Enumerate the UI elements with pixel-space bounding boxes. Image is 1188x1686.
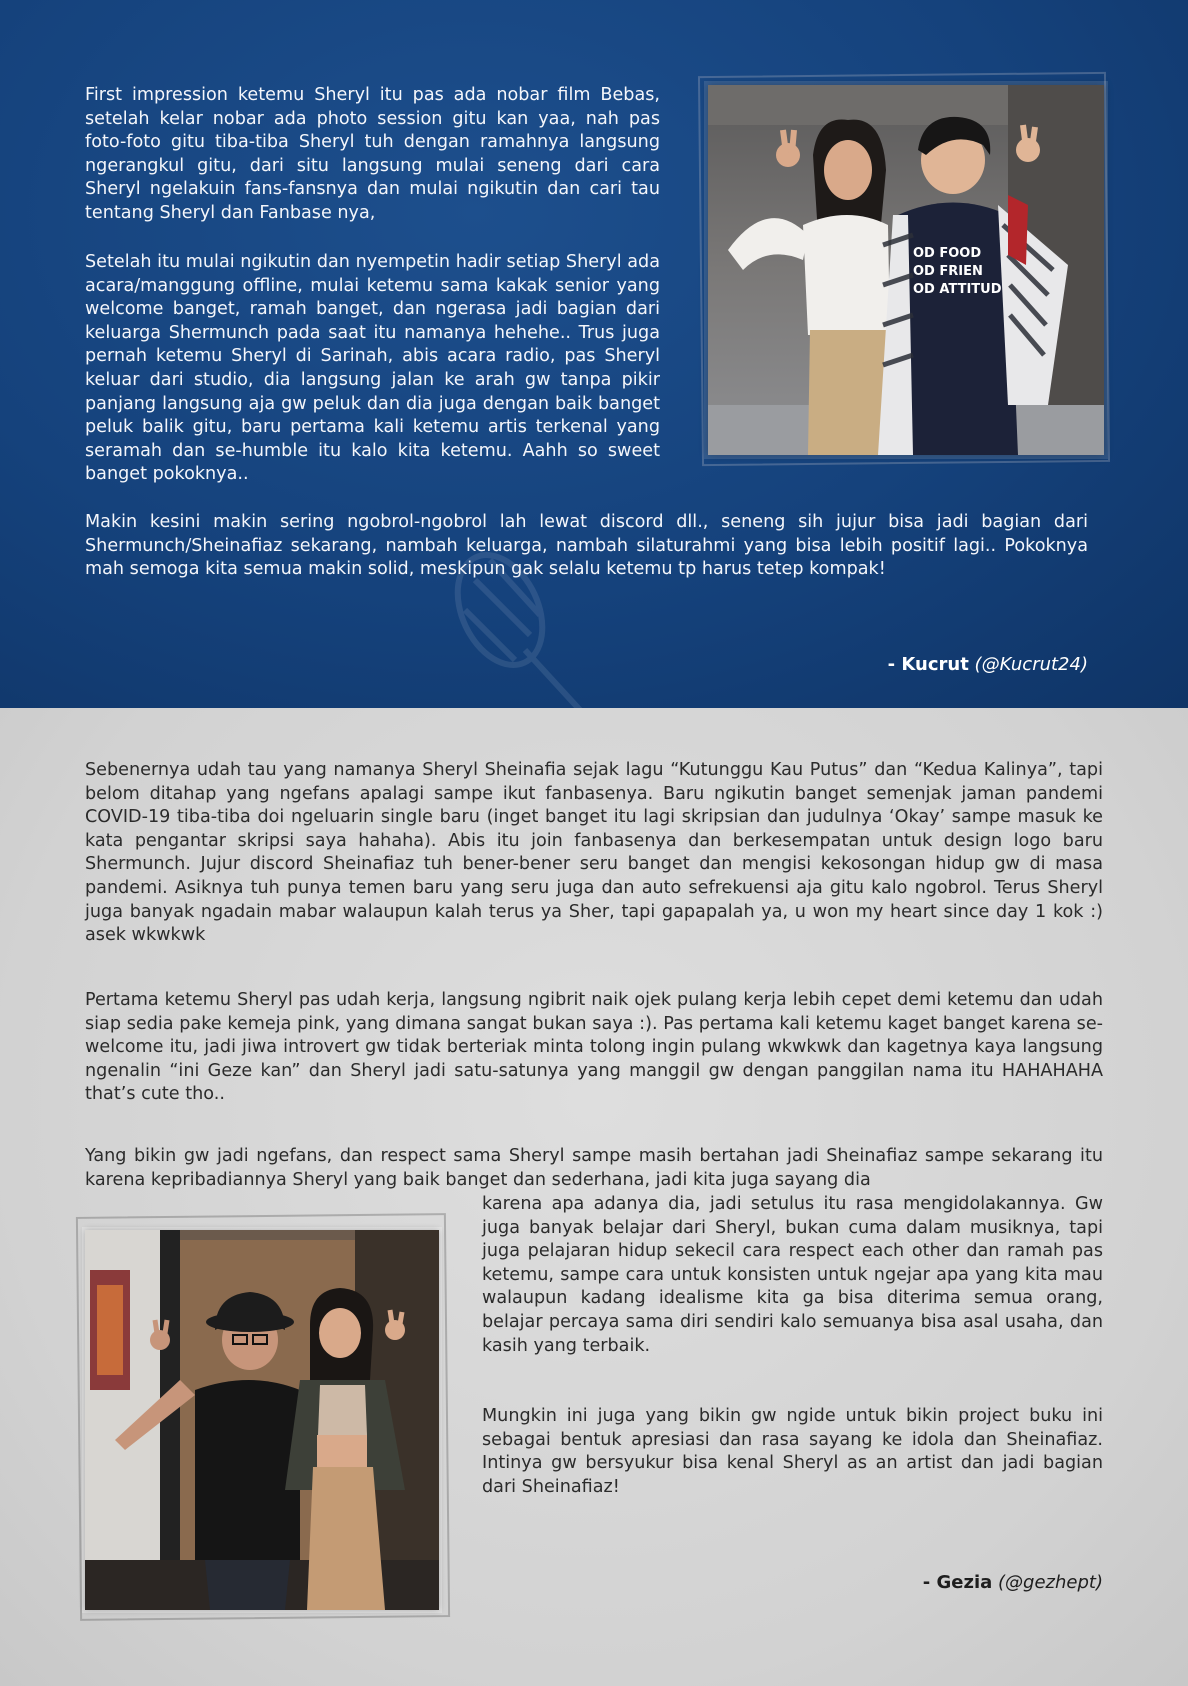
gezia-paragraph-3: Yang bikin gw jadi ngefans, dan respect sama Sheryl sampe masih bertahan jadi Sheinafiaz sampe sekarang itu karena kepribadiannya Sheryl yang baik banget dan sederhana, jadi kita juga sayang dia <box>85 1146 1103 1190</box>
gezia-paragraph-5: Mungkin ini juga yang bikin gw ngide untuk bikin project buku ini sebagai bentuk apresiasi dan rasa sayang ke idola dan Sheinafiaz. Intinya gw bersyukur bisa kenal Sheryl as an artist dan jadi bagian dari Sheinafiaz! <box>482 1406 1103 1497</box>
kucrut-author-name: - Kucrut <box>887 654 969 675</box>
kucrut-paragraph-2: Setelah itu mulai ngikutin dan nyempetin hadir setiap Sheryl ada acara/manggung offline, mulai ketemu sama kakak senior yang welcome banget, ramah banget, dan ngerasa jadi bagian dari keluarga Shermunch pada saat itu namanya hehehe.. Trus juga pernah ketemu Sheryl di Sarinah, abis acara radio, pas Sheryl keluar dari studio, dia langsung jalan ke arah gw tanpa pikir panjang langsung aja gw peluk dan dia juga dengan baik banget peluk balik gitu, baru pertama kali ketemu artis terkenal yang seramah dan se-humble itu kalo kita ketemu. Aahh so sweet banget pokoknya.. <box>85 252 660 485</box>
testimonial-kucrut-section <box>0 0 1188 708</box>
gezia-paragraph-1: Sebenernya udah tau yang namanya Sheryl Sheinafia sejak lagu “Kutunggu Kau Putus” dan “Kedua Kalinya”, tapi belom ditahap yang ngefans apalagi sampe ikut fanbasenya. Baru ngikutin banget semenjak jaman pandemi COVID-19 tiba-tiba doi ngeluarin single baru (inget banget itu lagi skripsian dan judulnya ‘Okay’ sampe masuk ke kata pengantar skripsi saya hahaha). Abis itu join fanbasenya dan berkesempatan untuk design logo baru Shermunch. Jujur discord Sheinafiaz tuh bener-bener seru banget dan mengisi kekosongan hidup gw di masa pandemi. Asiknya tuh punya temen baru yang seru juga dan auto sefrekuensi aja gitu kalo ngobrol. Terus Sheryl juga banyak ngadain mabar walaupun kalah terus ya Sher, tapi gapapalah ya, u won my heart since day 1 kok :) asek wkwkwk <box>85 760 1103 946</box>
kucrut-signature <box>888 654 1088 675</box>
shirt-text-line-1: OD FOOD <box>913 246 982 261</box>
kucrut-paragraph-1: First impression ketemu Sheryl itu pas ada nobar film Bebas, setelah kelar nobar ada photo session gitu kan yaa, nah pas foto-foto gitu tiba-tiba Sheryl tuh dengan ramahnya langsung ngerangkul gitu, dari situ langsung mulai seneng dari cara Sheryl ngelakuin fans-fansnya dan mulai ngikutin dan cari tau tentang Sheryl dan Fanbase nya, <box>85 85 660 223</box>
kucrut-sheryl-photo <box>708 85 1104 455</box>
gezia-sheryl-photo <box>85 1230 439 1610</box>
shirt-text-line-3: OD ATTITUD <box>913 282 1002 297</box>
kucrut-paragraph-3: Makin kesini makin sering ngobrol-ngobrol lah lewat discord dll., seneng sih jujur bisa jadi bagian dari Shermunch/Sheinafiaz sekarang, nambah keluarga, nambah silaturahmi yang bisa lebih positif lagi.. Pokoknya mah semoga kita semua makin solid, meskipun gak selalu ketemu tp harus tetep kompak! <box>85 512 1088 580</box>
gezia-paragraph-2: Pertama ketemu Sheryl pas udah kerja, langsung ngibrit naik ojek pulang kerja lebih cepet demi ketemu dan udah siap sedia pake kemeja pink, yang dimana sangat bukan saya :). Pas pertama kali ketemu kaget banget karena se-welcome itu, jadi jiwa introvert gw tidak berteriak minta tolong ingin pulang wkwkwk dan kagetnya kaya langsung ngenalin “ini Geze kan” dan Sheryl jadi satu-satunya yang manggil gw dengan panggilan nama itu HAHAHAHA that’s cute tho.. <box>85 990 1103 1105</box>
gezia-author-name: - Gezia <box>922 1572 993 1593</box>
gezia-paragraph-4: karena apa adanya dia, jadi setulus itu rasa mengidolakannya. Gw juga banyak belajar dari Sheryl, bukan cuma dalam musiknya, tapi juga pelajaran hidup sekecil cara respect each other dan ramah pas ketemu, sampe cara untuk konsisten untuk ngejar apa yang kita mau walaupun kadang idealisme kita ga bisa diterima semua orang, belajar percaya sama diri sendiri kalo semuanya bisa asal usaha, dan kasih yang terbaik. <box>482 1194 1103 1356</box>
gezia-author-handle: (@gezhept) <box>998 1572 1103 1593</box>
kucrut-author-handle: (@Kucrut24) <box>974 654 1088 675</box>
testimonial-gezia-section <box>0 708 1188 1686</box>
gezia-signature <box>923 1572 1103 1593</box>
shirt-text-line-2: OD FRIEN <box>913 264 983 279</box>
